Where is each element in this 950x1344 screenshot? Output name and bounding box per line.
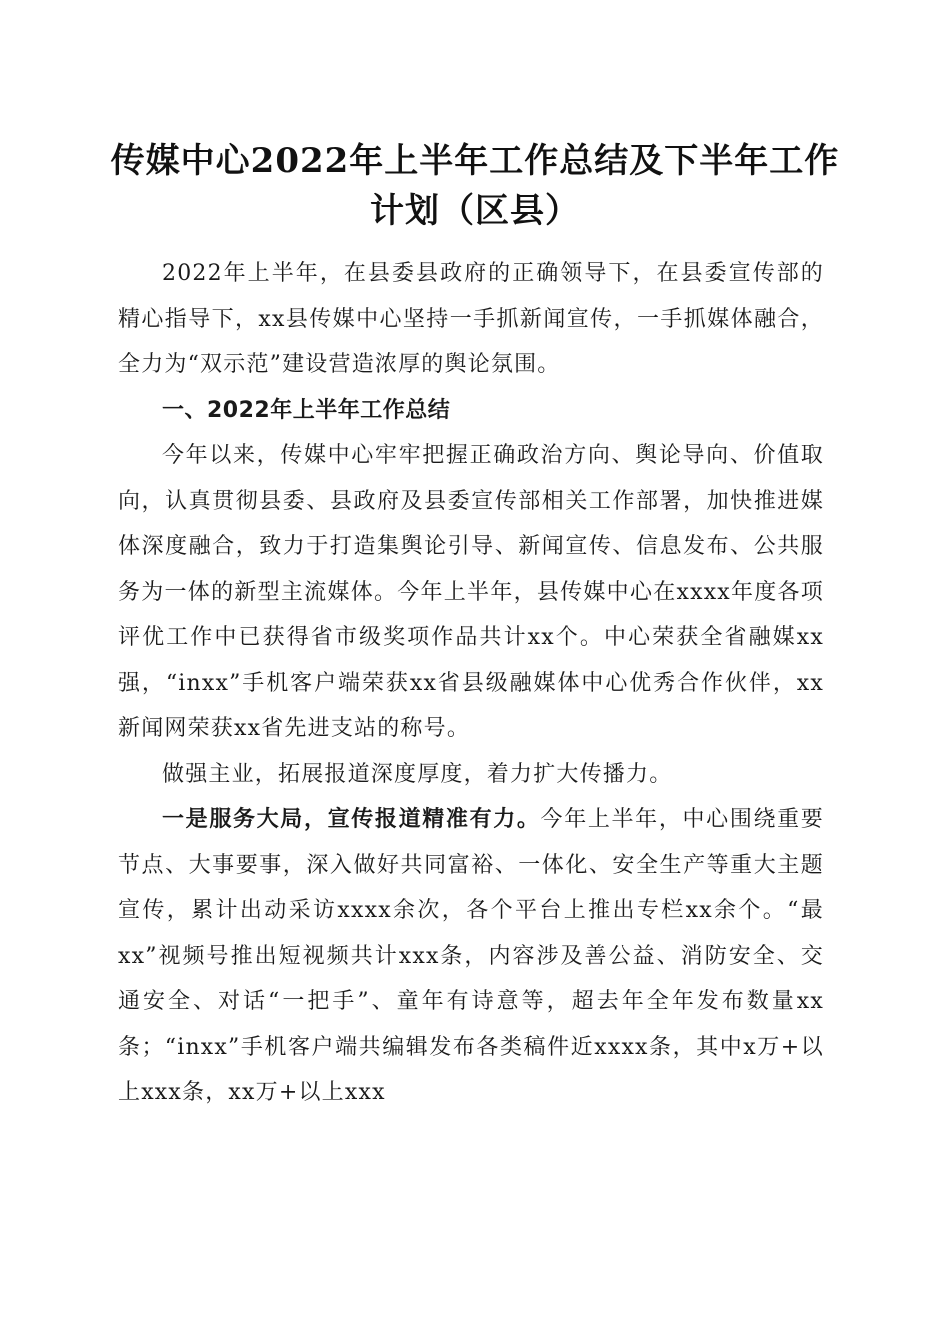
service-body: 今年上半年，中心围绕重要节点、大事要事，深入做好共同富裕、一体化、安全生产等重大主题宣传，累计出动采访xxxx余次，各个平台上推出专栏xx余个。“最xx”视频号推出短视频共计xxx条，内容涉及善公益、消防安全、交通安全、对话“一把手”、童年有诗意等，超去年全年发布数量xx条；“inxx”手机客户端共编辑发布各类稿件近xxxx条，其中x万+以上xxx条，xx万+以上xxx — [118, 807, 824, 1105]
document-title: 传媒中心2022年上半年工作总结及下半年工作计划（区县） — [110, 141, 840, 231]
service-lead: 一是服务大局，宣传报道精准有力。 — [162, 806, 541, 832]
focus-paragraph: 做强主业，拓展报道深度厚度，着力扩大传播力。 — [162, 761, 673, 787]
section-heading: 一、2022年上半年工作总结 — [162, 397, 451, 423]
intro-paragraph: 2022年上半年，在县委县政府的正确领导下，在县委宣传部的精心指导下，xx县传媒中心坚持一手抓新闻宣传，一手抓媒体融合，全力为“双示范”建设营造浓厚的舆论氛围。 — [118, 261, 824, 377]
summary-paragraph: 今年以来，传媒中心牢牢把握正确政治方向、舆论导向、价值取向，认真贯彻县委、县政府及县委宣传部相关工作部署，加快推进媒体深度融合，致力于打造集舆论引导、新闻宣传、信息发布、公共服务为一体的新型主流媒体。今年上半年，县传媒中心在xxxx年度各项评优工作中已获得省市级奖项作品共计xx个。中心荣获全省融媒xx强，“inxx”手机客户端荣获xx省县级融媒体中心优秀合作伙伴，xx新闻网荣获xx省先进支站的称号。 — [118, 443, 824, 741]
service-paragraph — [118, 797, 824, 1116]
document-body — [118, 251, 824, 1116]
